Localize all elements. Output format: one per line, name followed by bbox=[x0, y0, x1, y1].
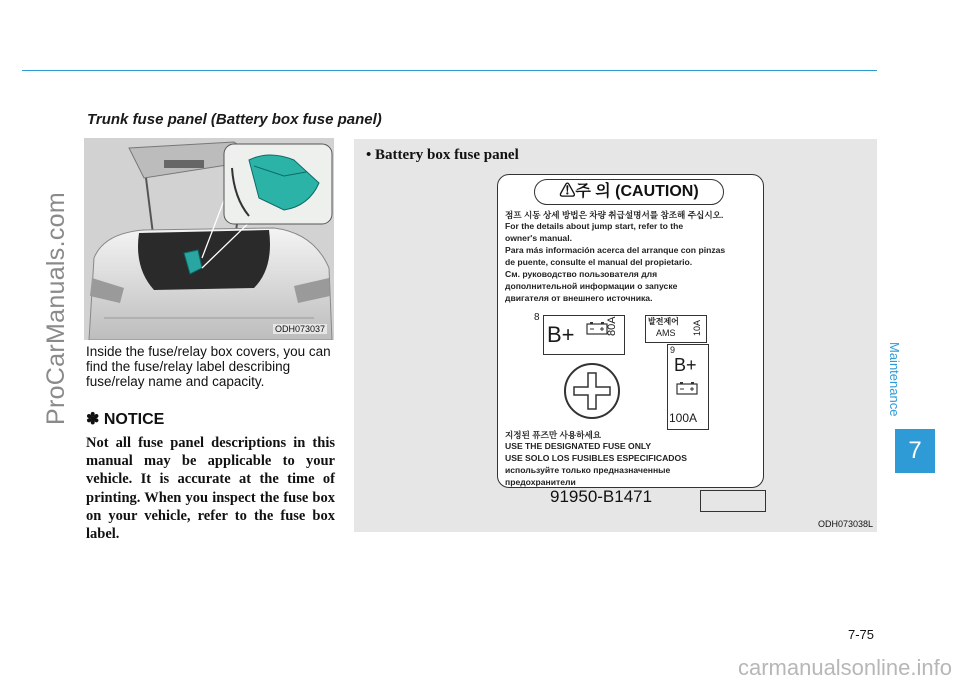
fuse-100a-name: B+ bbox=[674, 355, 697, 375]
fuse-80a-name: B+ bbox=[547, 322, 575, 347]
photo-reference-code: ODH073037 bbox=[275, 324, 326, 334]
fuse-80a bbox=[534, 312, 625, 355]
section-title: Trunk fuse panel (Battery box fuse panel) bbox=[87, 111, 382, 128]
fuse-ams-name: 발전제어 bbox=[648, 317, 679, 326]
label-bottom-line: USE THE DESIGNATED FUSE ONLY bbox=[505, 441, 652, 451]
label-part-number: 91950-B1471 bbox=[550, 487, 653, 506]
fuse-100a-rating: 100A bbox=[669, 411, 698, 425]
battery-icon bbox=[586, 321, 608, 335]
trunk-photo bbox=[84, 138, 334, 340]
fuse-label-info-text: Inside the fuse/relay box covers, you can find the fuse/relay label describing fuse/relay name and capacity. bbox=[86, 344, 331, 389]
panel-reference-code: ODH073038L bbox=[817, 519, 873, 529]
trunk-illustration bbox=[84, 138, 334, 340]
panel-title: • Battery box fuse panel bbox=[366, 147, 519, 163]
fuse-ams-10a bbox=[645, 315, 707, 343]
label-line: См. руководство пользователя для bbox=[505, 269, 658, 279]
battery-box-panel bbox=[354, 139, 877, 532]
page-number: 7-75 bbox=[848, 627, 875, 642]
label-line: дополнительной информации о запуске bbox=[505, 281, 678, 291]
caution-banner: ⚠주 의 (CAUTION) bbox=[534, 179, 724, 205]
chapter-number-badge: 7 bbox=[895, 429, 935, 473]
label-line: 점프 시동 상세 방법은 차량 취급설명서를 참조해 주십시오. bbox=[505, 210, 724, 220]
watermark-procarmanuals: ProCarManuals.com bbox=[42, 192, 70, 425]
fuse-100a bbox=[667, 344, 709, 430]
fuse-80a-rating: 80A bbox=[606, 316, 618, 336]
fuse-80a-number: 8 bbox=[534, 312, 540, 323]
label-line: Para más información acerca del arranque con pinzas bbox=[505, 245, 726, 255]
label-bottom-line: 지정된 퓨즈만 사용하세요 bbox=[505, 430, 602, 440]
fuse-ams-sub: AMS bbox=[656, 328, 676, 338]
fuse-100a-number: 9 bbox=[670, 345, 676, 355]
label-line: двигателя от внешнего источника. bbox=[505, 293, 653, 303]
label-bottom-line: USE SOLO LOS FUSIBLES ESPECIFICADOS bbox=[505, 453, 687, 463]
label-bottom-line: предохранители bbox=[505, 477, 576, 487]
cross-icon bbox=[566, 365, 618, 417]
header-rule bbox=[22, 70, 877, 71]
label-line: de puente, consulte el manual del propietario. bbox=[505, 257, 693, 267]
label-blank-box bbox=[700, 490, 766, 512]
label-line: owner's manual. bbox=[505, 233, 572, 243]
fuse-label-card bbox=[497, 174, 764, 506]
chapter-side-label: Maintenance bbox=[887, 342, 902, 417]
notice-heading: ✽ NOTICE bbox=[86, 411, 165, 428]
notice-text: Not all fuse panel descriptions in this manual may be applicable to your vehicle. It is accurate at the time of printing. When you inspect the fuse box on your vehicle, refer to the fuse box label. bbox=[86, 435, 335, 543]
label-line: For the details about jump start, refer to the bbox=[505, 221, 684, 231]
watermark-carmanualsonline: carmanualsonline.info bbox=[737, 655, 952, 680]
label-bottom-line: используйте только предназначенные bbox=[505, 465, 671, 475]
battery-icon bbox=[676, 381, 698, 395]
fuse-ams-rating: 10A bbox=[692, 319, 702, 336]
bolt-symbol bbox=[564, 363, 620, 419]
